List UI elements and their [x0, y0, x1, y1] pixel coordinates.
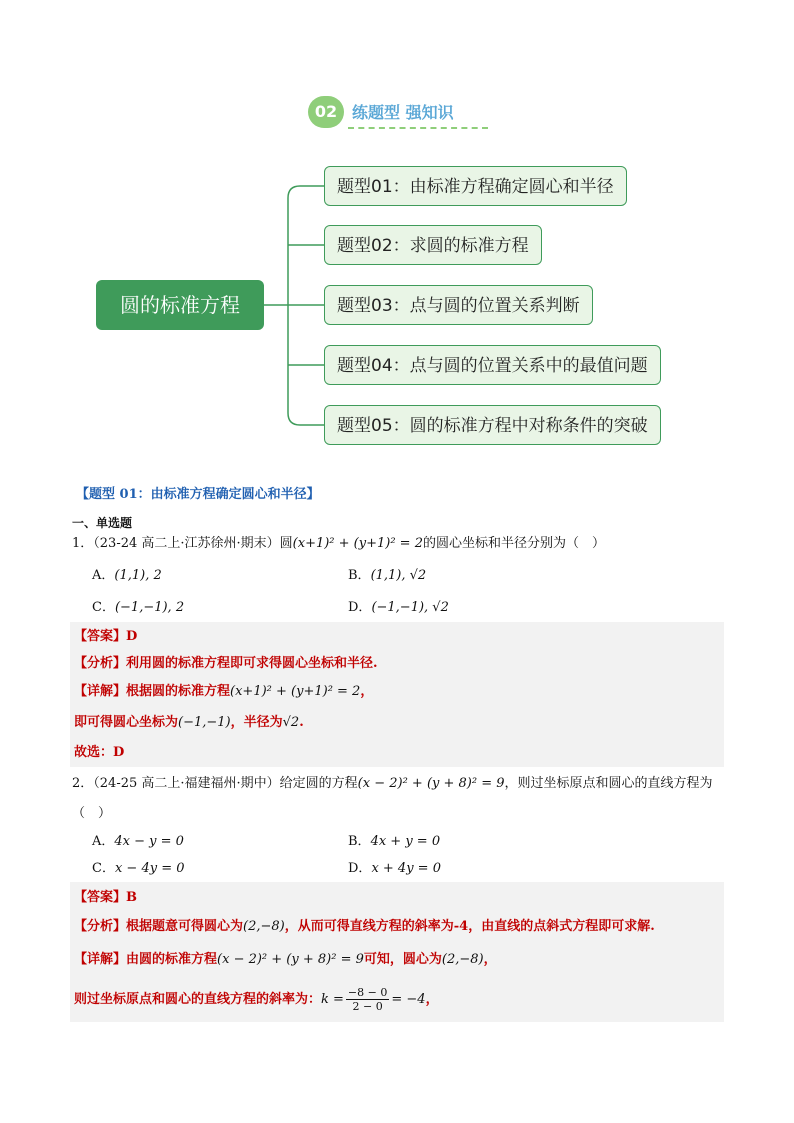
mindmap-node-type02: 题型02：求圆的标准方程	[324, 225, 542, 265]
option-c: C．x − 4y = 0	[92, 861, 185, 876]
section-underline	[348, 127, 488, 129]
answer-line	[74, 886, 137, 905]
question-1-stem	[72, 532, 605, 551]
answer-line	[74, 625, 137, 644]
option-a: A．(1,1), 2	[92, 568, 162, 583]
option-b: B．(1,1), √2	[348, 568, 427, 583]
option-c: C．(−1,−1), 2	[92, 600, 185, 615]
slope-numerator: −8 − 0	[347, 986, 388, 999]
answer-label: 【答案】	[74, 890, 127, 905]
option-a-value: 4x − y = 0	[114, 834, 184, 849]
conclusion-line: 故选：D	[74, 745, 125, 760]
detail-text: ，	[483, 952, 497, 967]
section-header	[308, 96, 498, 132]
detail-text: 即可得圆心坐标为	[74, 715, 179, 730]
detail-label: 【详解】	[74, 952, 127, 967]
answer-block-q1	[70, 622, 724, 767]
equation: (x+1)² + (y+1)² = 2	[230, 684, 361, 699]
option-b-value: (1,1), √2	[370, 568, 427, 583]
section-number-badge: 02	[308, 96, 344, 128]
option-c-value: x − 4y = 0	[114, 861, 185, 876]
option-d: D．x + 4y = 0	[348, 861, 441, 876]
question-number: 2．	[72, 776, 94, 791]
question-source: （24-25 高二上·福建福州·期中）	[93, 776, 280, 791]
option-d: D．(−1,−1), √2	[348, 600, 449, 615]
answer-value: B	[126, 890, 138, 905]
mindmap-node-type03: 题型03：点与圆的位置关系判断	[324, 285, 593, 325]
equation: (x − 2)² + (y + 8)² = 9	[217, 952, 364, 967]
detail-text: 可知，圆心为	[363, 952, 442, 967]
detail-text: ，	[425, 992, 439, 1007]
radius-value: √2	[282, 715, 300, 730]
detail-text: ，	[360, 684, 374, 699]
center-value: (2,−8)	[441, 952, 484, 967]
mindmap-trunk	[288, 186, 324, 425]
mindmap-node-type04: 题型04：点与圆的位置关系中的最值问题	[324, 345, 661, 385]
question-text: 给定圆的方程	[279, 776, 358, 791]
analysis-line	[74, 915, 655, 934]
analysis-text: 根据题意可得圆心为	[126, 919, 244, 934]
detail-text: ，半径为	[230, 715, 283, 730]
center-value: (2,−8)	[243, 919, 285, 934]
detail-line-1	[74, 680, 373, 699]
answer-value: D	[126, 629, 138, 644]
question-text: 圆	[279, 536, 293, 551]
question-text: 的圆心坐标和半径分别为（ ）	[422, 536, 605, 551]
analysis-text: 利用圆的标准方程即可求得圆心坐标和半径.	[126, 656, 378, 671]
analysis-line	[74, 652, 378, 671]
slope-value: = −4	[391, 992, 426, 1007]
detail-line-2	[74, 986, 439, 1013]
option-d-value: (−1,−1), √2	[371, 600, 449, 615]
option-d-value: x + 4y = 0	[371, 861, 441, 876]
equation: (x+1)² + (y+1)² = 2	[292, 536, 423, 551]
question-2-stem	[72, 772, 713, 791]
detail-text: 则过坐标原点和圆心的直线方程的斜率为：	[74, 992, 322, 1007]
slope-fraction	[346, 986, 389, 1013]
detail-text: .	[299, 715, 304, 730]
analysis-text: ，从而可得直线方程的斜率为-4，由直线的点斜式方程即可求解.	[284, 919, 655, 934]
equation: (x − 2)² + (y + 8)² = 9	[357, 776, 505, 791]
mindmap-node-type01: 题型01：由标准方程确定圆心和半径	[324, 166, 627, 206]
question-text: ，则过坐标原点和圆心的直线方程为	[504, 776, 713, 791]
analysis-label: 【分析】	[74, 919, 127, 934]
option-a-value: (1,1), 2	[114, 568, 162, 583]
question-type-heading: 【题型 01：由标准方程确定圆心和半径】	[76, 487, 320, 502]
question-number: 1．	[72, 536, 94, 551]
mindmap-node-type05: 题型05：圆的标准方程中对称条件的突破	[324, 405, 661, 445]
option-a: A．4x − y = 0	[92, 834, 184, 849]
slope-symbol: k =	[321, 992, 344, 1007]
center-value: (−1,−1)	[178, 715, 231, 730]
mindmap-root: 圆的标准方程	[96, 280, 264, 330]
detail-line-2	[74, 711, 304, 730]
answer-label: 【答案】	[74, 629, 127, 644]
subsection-heading: 一、单选题	[72, 516, 133, 530]
answer-block-q2	[70, 882, 724, 1022]
detail-line-1	[74, 948, 497, 967]
option-c-value: (−1,−1), 2	[114, 600, 185, 615]
detail-text: 根据圆的标准方程	[126, 684, 231, 699]
detail-label: 【详解】	[74, 684, 127, 699]
slope-denominator: 2 − 0	[352, 1000, 383, 1013]
section-title: 练题型 强知识	[352, 103, 454, 122]
analysis-label: 【分析】	[74, 656, 127, 671]
detail-text: 由圆的标准方程	[126, 952, 218, 967]
question-source: （23-24 高二上·江苏徐州·期末）	[93, 536, 280, 551]
question-2-stem-line2: （ ）	[72, 806, 112, 821]
option-b-value: 4x + y = 0	[370, 834, 441, 849]
option-b: B．4x + y = 0	[348, 834, 441, 849]
